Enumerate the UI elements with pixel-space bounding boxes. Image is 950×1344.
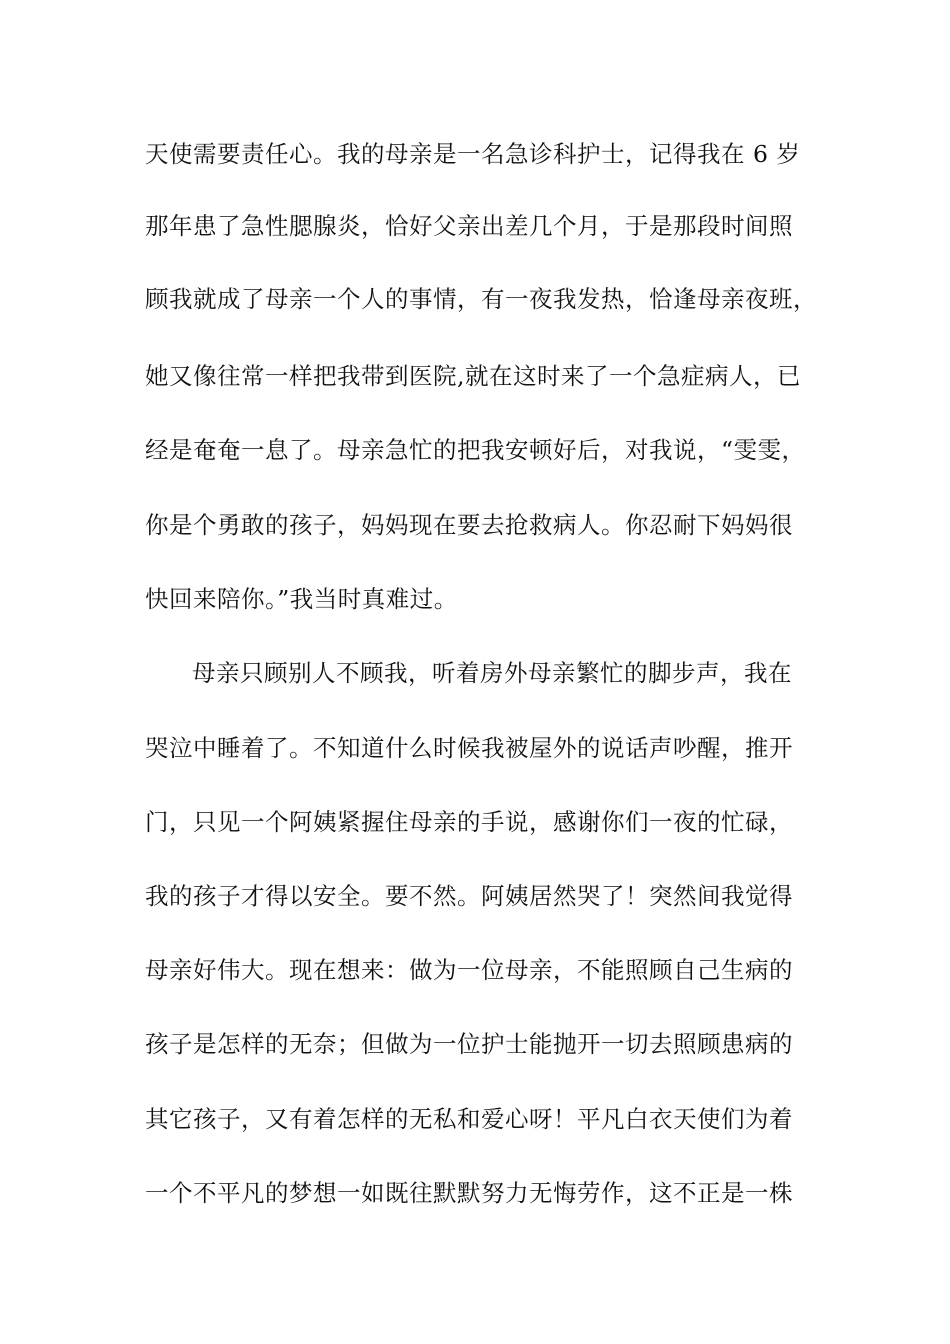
text-line: 一个不平凡的梦想一如既往默默努力无悔劳作，这不正是一株 — [145, 1179, 793, 1207]
text-line: 我的孩子才得以安全。要不然。阿姨居然哭了！突然间我觉得 — [145, 882, 793, 910]
text-line: 你是个勇敢的孩子，妈妈现在要去抢救病人。你忍耐下妈妈很 — [145, 511, 793, 539]
text-line: 孩子是怎样的无奈；但做为一位护士能抛开一切去照顾患病的 — [145, 1030, 793, 1058]
text-line: 那年患了急性腮腺炎，恰好父亲出差几个月，于是那段时间照 — [145, 212, 793, 240]
text-line: 天使需要责任心。我的母亲是一名急诊科护士，记得我在 6 岁 — [145, 140, 801, 168]
text-line: 门，只见一个阿姨紧握住母亲的手说，感谢你们一夜的忙碌， — [145, 808, 793, 836]
text-line: 顾我就成了母亲一个人的事情，有一夜我发热，恰逢母亲夜班， — [145, 285, 817, 313]
text-line: 她又像往常一样把我带到医院,就在这时来了一个急症病人，已 — [145, 362, 801, 390]
text-line: 母亲好伟大。现在想来：做为一位母亲，不能照顾自己生病的 — [145, 956, 793, 984]
text-line: 快回来陪你。”我当时真难过。 — [145, 585, 458, 613]
text-line: 经是奄奄一息了。母亲急忙的把我安顿好后，对我说，“雯雯， — [145, 436, 806, 464]
text-line-paragraph-start: 母亲只顾别人不顾我，听着房外母亲繁忙的脚步声，我在 — [192, 659, 792, 687]
text-line: 其它孩子，又有着怎样的无私和爱心呀！平凡白衣天使们为着 — [145, 1105, 793, 1133]
text-line: 哭泣中睡着了。不知道什么时候我被屋外的说话声吵醒，推开 — [145, 734, 793, 762]
